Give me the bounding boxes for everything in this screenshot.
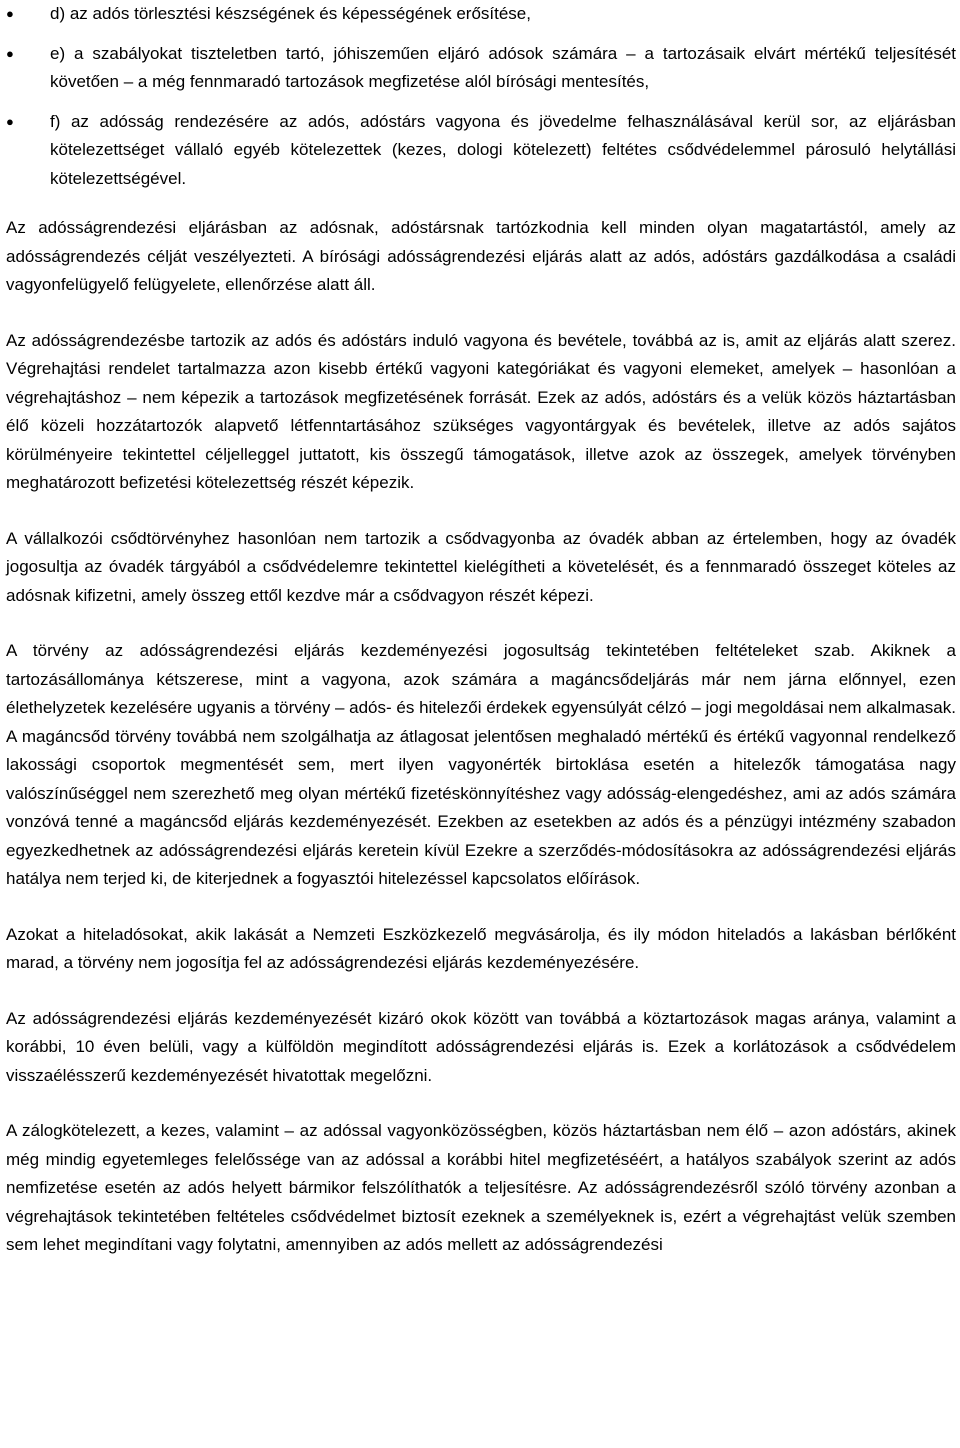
list-item-text: e) a szabályokat tiszteletben tartó, jóhiszeműen eljáró adósok számára – a tartozásaik elvárt mértékű teljesítését követően – a még fennmaradó tartozások megfizetése alól bírósági mentesítés, [50,43,956,91]
paragraph: Az adósságrendezésbe tartozik az adós és adóstárs induló vagyona és bevétele, továbbá az is, amit az eljárás alatt szerez. Végrehajtási rendelet tartalmazza azon kisebb értékű vagyoni kategóriákat és vagyoni elemeket, amelyek – hasonlóan a végrehajtáshoz – nem képezik a tartozások megfizetésének forrását. Ezek az adós, adóstárs és a velük közös háztartásban élő közeli hozzátartozók alapvető létfenntartásához szükséges vagyontárgyak és bevételek, illetve az adós sajátos körülményeire tekintettel céljelleggel juttatott, kis összegű támogatások, illetve azok az összegek, amelyek törvényben meghatározott befizetési kötelezettség részét képezik. [6,330,956,492]
paragraph: Az adósságrendezési eljárásban az adósnak, adóstársnak tartózkodnia kell minden olyan magatartástól, amely az adósságrendezés célját veszélyezteti. A bírósági adósságrendezési eljárás alatt az adós, adóstárs gazdálkodása a családi vagyonfelügyelő felügyelete, ellenőrzése alatt áll. [6,218,956,294]
list-item [6,40,956,97]
bullet-list [6,0,956,193]
paragraph: Azokat a hiteladósokat, akik lakását a Nemzeti Eszközkezelő megvásárolja, és ily módon hiteladós a lakásban bérlőként marad, a törvény nem jogosítja fel az adósságrendezési eljárás kezdeményezésére. [6,924,956,972]
bullet-icon: ● [6,113,14,129]
list-item-text: d) az adós törlesztési készségének és képességének erősítése, [50,4,531,23]
list-item [6,108,956,194]
paragraph: A vállalkozói csődtörvényhez hasonlóan nem tartozik a csődvagyonba az óvadék abban az értelemben, hogy az óvadék jogosultja az óvadék tárgyából a csődvédelemre tekintettel kielégítheti a követelését, és a fennmaradó összeget köteles az adósnak kifizetni, amely összeg ettől kezdve már a csődvagyon részét képezi. [6,528,956,605]
bullet-icon: ● [6,45,14,61]
list-item-text: f) az adósság rendezésére az adós, adóstárs vagyona és jövedelme felhasználásával kerül sor, az eljárásban kötelezettséget vállaló egyéb kötelezettek (kezes, dologi kötelezett) feltétes csődvédelemmel párosuló helytállási kötelezettségével. [50,111,956,188]
document-page [6,0,956,1260]
paragraph: Az adósságrendezési eljárás kezdeményezését kizáró okok között van továbbá a köztartozások magas aránya, valamint a korábbi, 10 éven belüli, vagy a külföldön megindított adósságrendezési eljárás is. Ezek a korlátozások a csődvédelem visszaélésszerű kezdeményezését hivatottak megelőzni. [6,1008,956,1085]
list-item [6,0,956,29]
paragraph: A zálogkötelezett, a kezes, valamint – az adóssal vagyonközösségben, közös háztartásban nem élő – azon adóstárs, akinek még mindig egyetemleges felelőssége van az adóssal a korábbi hitel megfizetéséért, a hatályos szabályok szerint az adós nemfizetése esetén az adós helyett bármikor felszólíthatók a teljesítésre. Az adósságrendezésről szóló törvény azonban a végrehajtások tekintetében feltételes csődvédelmet biztosít ezeknek a személyeknek is, ezért a végrehajtást velük szemben sem lehet megindítani vagy folytatni, amennyiben az adós mellett az adósságrendezési [6,1121,956,1254]
paragraph: A törvény az adósságrendezési eljárás kezdeményezési jogosultság tekintetében feltételeket szab. Akiknek a tartozásállománya kétszerese, mint a vagyona, azok számára a magáncsődeljárás már nem járna előnnyel, ezen élethelyzetek kezelésére ugyanis a törvény – adós- és hitelezői érdekek egyensúlyát célzó – jogi megoldásai nem alkalmasak. A magáncsőd törvény továbbá nem szolgálhatja az átlagosat jelentősen meghaladó mértékű és értékű vagyonnal rendelkező lakossági csoportok megmentését sem, mert ilyen vagyonérték birtoklása esetén a hitelezők támogatása nagy valószínűséggel nem szerezhető meg olyan mértékű fizetéskönnyítéshez vagy adósság-elengedéshez, ami az adós számára vonzóvá tenné a magáncsőd eljárás kezdeményezését. Ezekben az esetekben az adós és a pénzügyi intézmény szabadon egyezkedhetnek az adósságrendezési eljárás keretein kívül Ezekre a szerződés-módosításokra az adósságrendezési eljárás hatálya nem terjed ki, de kiterjednek a fogyasztói hitelezéssel kapcsolatos előírások. [6,641,956,888]
bullet-icon: ● [6,6,14,21]
